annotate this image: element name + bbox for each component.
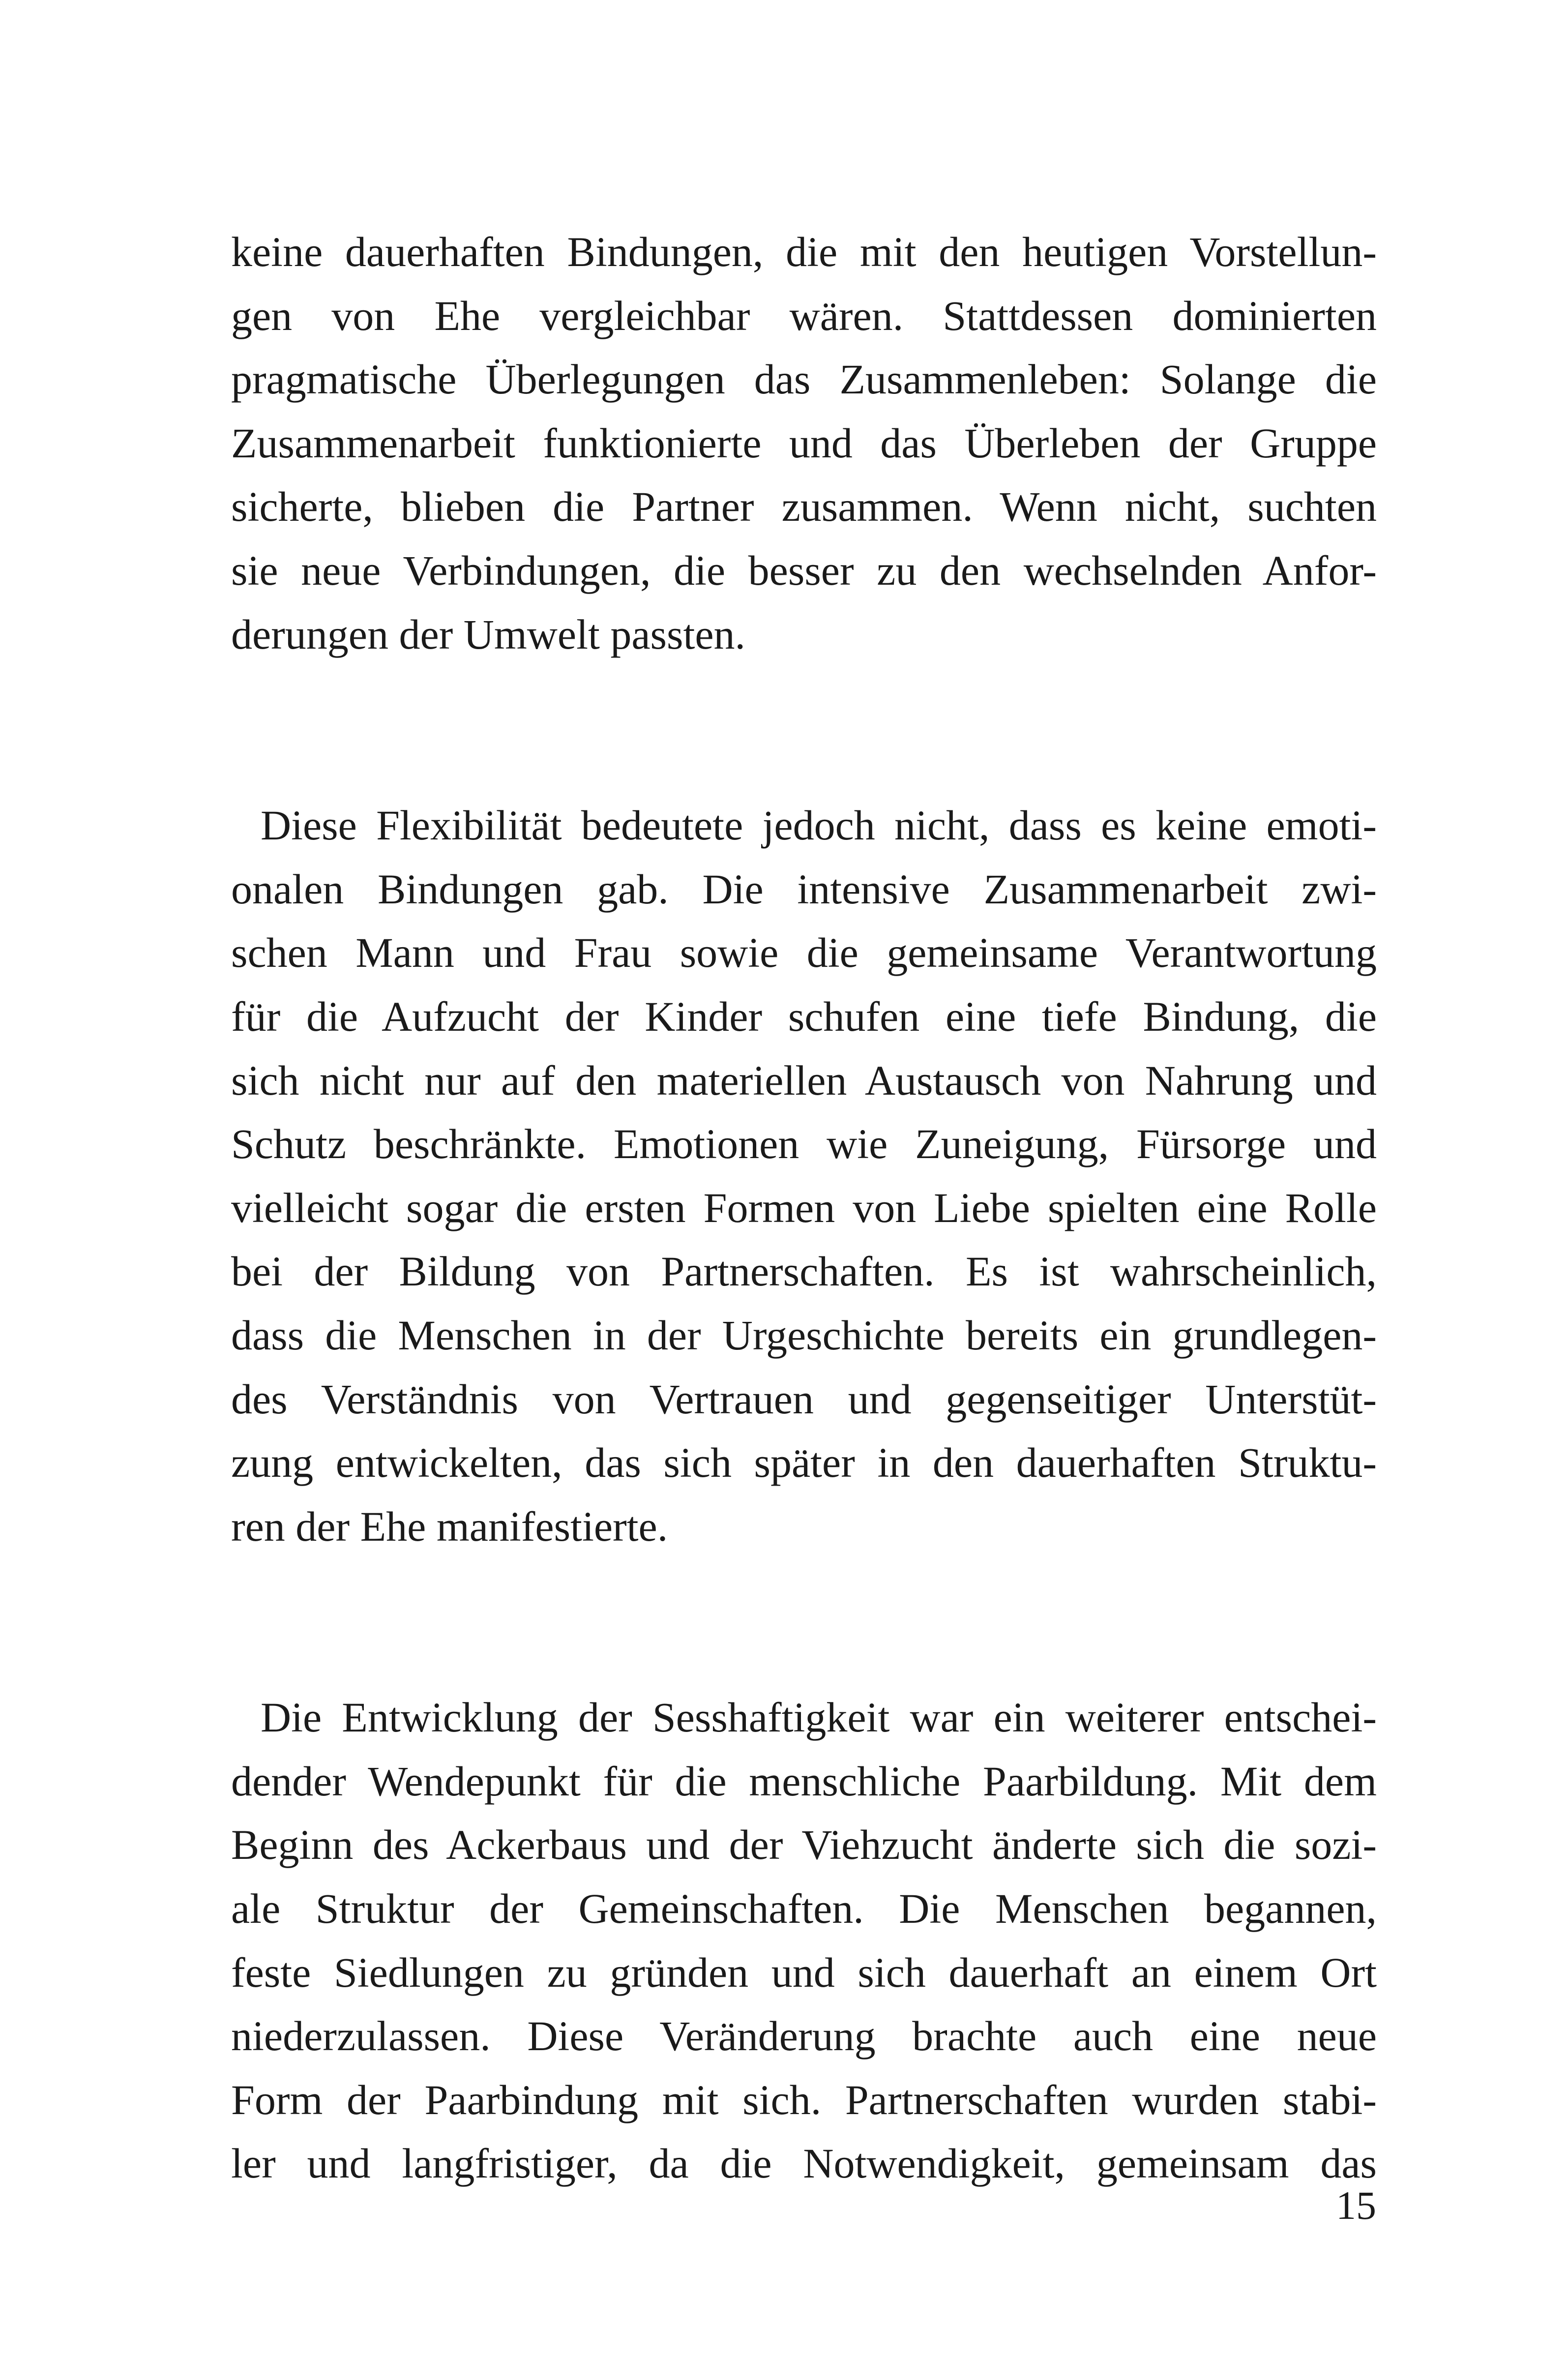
text-line: Die Entwicklung der Sesshaftigkeit war ein weiterer entschei-	[261, 1694, 1377, 1741]
text-line: ren der Ehe manifestierte.	[231, 1502, 668, 1550]
text-line: derungen der Umwelt passten.	[231, 610, 746, 658]
page-number: 15	[1336, 2183, 1376, 2228]
text-line: bei der Bildung von Partnerschaften. Es ist wahrscheinlich,	[231, 1248, 1377, 1295]
text-line: zung entwickelten, das sich später in den dauerhaften Struktu-	[231, 1439, 1377, 1487]
text-line: feste Siedlungen zu gründen und sich dauerhaft an einem Ort	[231, 1948, 1377, 1996]
text-line: pragmatische Überlegungen das Zusammenleben: Solange die	[231, 356, 1377, 403]
text-line: Form der Paarbindung mit sich. Partnerschaften wurden stabi-	[231, 2076, 1377, 2123]
paragraph-2	[231, 794, 1377, 1558]
text-line: Zusammenarbeit funktionierte und das Überleben der Gruppe	[231, 419, 1377, 467]
paragraph-spacing	[231, 666, 1377, 794]
text-line: Beginn des Ackerbaus und der Viehzucht änderte sich die sozi-	[231, 1821, 1377, 1869]
text-line: sie neue Verbindungen, die besser zu den wechselnden Anfor-	[231, 546, 1377, 594]
text-line: des Verständnis von Vertrauen und gegenseitiger Unterstüt-	[231, 1375, 1377, 1423]
text-line: gen von Ehe vergleichbar wären. Stattdessen dominierten	[231, 292, 1377, 339]
text-line: dass die Menschen in der Urgeschichte bereits ein grundlegen-	[231, 1311, 1377, 1359]
text-line: für die Aufzucht der Kinder schufen eine tiefe Bindung, die	[231, 992, 1377, 1040]
paragraph-1	[231, 220, 1377, 666]
text-line: keine dauerhaften Bindungen, die mit den heutigen Vorstellun-	[231, 228, 1377, 275]
text-line: vielleicht sogar die ersten Formen von Liebe spielten eine Rolle	[231, 1184, 1377, 1231]
text-line: niederzulassen. Diese Veränderung brachte auch eine neue	[231, 2012, 1377, 2060]
text-line: dender Wendepunkt für die menschliche Paarbildung. Mit dem	[231, 1757, 1377, 1805]
text-line: ler und langfristiger, da die Notwendigkeit, gemeinsam das	[231, 2140, 1377, 2187]
paragraph-spacing	[231, 1558, 1377, 1686]
paragraph-3	[231, 1686, 1377, 2196]
page-body	[231, 220, 1377, 2196]
text-line: sicherte, blieben die Partner zusammen. Wenn nicht, suchten	[231, 483, 1377, 531]
text-line: onalen Bindungen gab. Die intensive Zusammenarbeit zwi-	[231, 865, 1377, 913]
text-line: Schutz beschränkte. Emotionen wie Zuneigung, Fürsorge und	[231, 1120, 1377, 1168]
text-line: schen Mann und Frau sowie die gemeinsame Verantwortung	[231, 929, 1377, 977]
text-line: Diese Flexibilität bedeutete jedoch nicht, dass es keine emoti-	[261, 802, 1377, 849]
text-line: ale Struktur der Gemeinschaften. Die Menschen begannen,	[231, 1885, 1377, 1933]
text-line: sich nicht nur auf den materiellen Austausch von Nahrung und	[231, 1056, 1377, 1104]
